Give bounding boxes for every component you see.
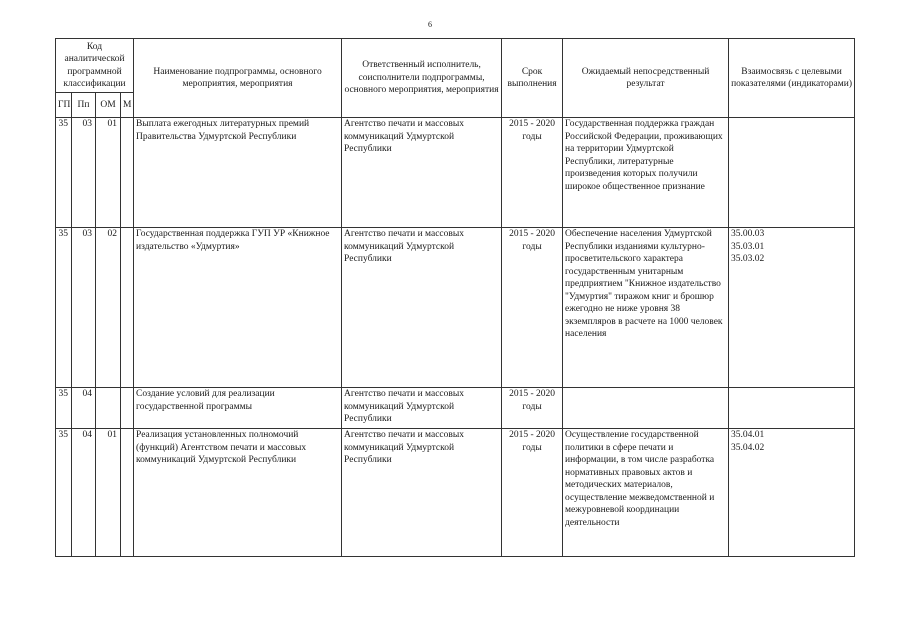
cell-indicators: [729, 429, 855, 557]
cell-result: Осуществление государственной политики в сфере печати и информации, в том числе разработка нормативных правовых актов и методических материалов, осуществление межведомственной и межуровневой координации деятельности: [563, 429, 729, 557]
indicator-code: 35.04.01: [731, 430, 765, 440]
cell-m: [121, 228, 134, 388]
indicator-code: 35.03.02: [731, 254, 765, 264]
header-indicators: Взаимосвязь с целевыми показателями (индикаторами): [729, 39, 855, 118]
cell-executor: Агентство печати и массовых коммуникаций Удмуртской Республики: [342, 228, 502, 388]
cell-name: Выплата ежегодных литературных премий Правительства Удмуртской Республики: [134, 118, 342, 228]
table-row: [56, 228, 855, 388]
header-code-gp: ГП: [56, 93, 72, 118]
cell-gp: 35: [56, 388, 72, 429]
table-row: [56, 429, 855, 557]
cell-m: [121, 118, 134, 228]
header-result: Ожидаемый непосредственный результат: [563, 39, 729, 118]
cell-name: Реализация установленных полномочий (функций) Агентством печати и массовых коммуникаций Удмуртской Республики: [134, 429, 342, 557]
cell-result: Обеспечение населения Удмуртской Республики изданиями культурно-просветительского характера государственным унитарным предприятием "Книжное издательство "Удмуртия" тиражом книг и брошюр ежегодно не ниже уровня 38 экземпляров в расчете на 1000 человек населения: [563, 228, 729, 388]
cell-term: 2015 - 2020 годы: [502, 228, 563, 388]
cell-om: 02: [96, 228, 121, 388]
cell-executor: Агентство печати и массовых коммуникаций Удмуртской Республики: [342, 429, 502, 557]
indicator-code: 35.03.01: [731, 241, 765, 252]
cell-indicators: [729, 118, 855, 228]
table-row: [56, 118, 855, 228]
cell-indicators: [729, 388, 855, 429]
cell-gp: 35: [56, 118, 72, 228]
cell-om: [96, 388, 121, 429]
cell-term: 2015 - 2020 годы: [502, 388, 563, 429]
header-name: Наименование подпрограммы, основного мероприятия, мероприятия: [134, 39, 342, 118]
header-code-pp: Пп: [72, 93, 96, 118]
header-code-om: ОМ: [96, 93, 121, 118]
cell-name: Создание условий для реализации государственной программы: [134, 388, 342, 429]
cell-indicators: [729, 228, 855, 388]
cell-result: Государственная поддержка граждан Российской Федерации, проживающих на территории Удмуртской Республики, литературные произведения которых получили широкое общественное признание: [563, 118, 729, 228]
cell-pp: 04: [72, 388, 96, 429]
program-table: [55, 38, 855, 557]
indicator-code: 35.04.02: [731, 442, 765, 453]
header-executor: Ответственный исполнитель, соисполнители подпрограммы, основного мероприятия, мероприятия: [342, 39, 502, 118]
table-row: [56, 388, 855, 429]
cell-m: [121, 388, 134, 429]
header-term: Срок выполнения: [502, 39, 563, 118]
header-code-group: Код аналитической программной классификации: [56, 39, 134, 93]
cell-executor: Агентство печати и массовых коммуникаций Удмуртской Республики: [342, 118, 502, 228]
cell-m: [121, 429, 134, 557]
cell-term: 2015 - 2020 годы: [502, 429, 563, 557]
cell-pp: 03: [72, 228, 96, 388]
indicator-code: 35.00.03: [731, 229, 765, 239]
cell-om: 01: [96, 118, 121, 228]
cell-executor: Агентство печати и массовых коммуникаций Удмуртской Республики: [342, 388, 502, 429]
page-number: 6: [428, 20, 432, 29]
cell-result: [563, 388, 729, 429]
cell-pp: 03: [72, 118, 96, 228]
cell-gp: 35: [56, 429, 72, 557]
header-code-m: М: [121, 93, 134, 118]
cell-name: Государственная поддержка ГУП УР «Книжное издательство «Удмуртия»: [134, 228, 342, 388]
cell-term: 2015 - 2020 годы: [502, 118, 563, 228]
cell-pp: 04: [72, 429, 96, 557]
cell-om: 01: [96, 429, 121, 557]
cell-gp: 35: [56, 228, 72, 388]
